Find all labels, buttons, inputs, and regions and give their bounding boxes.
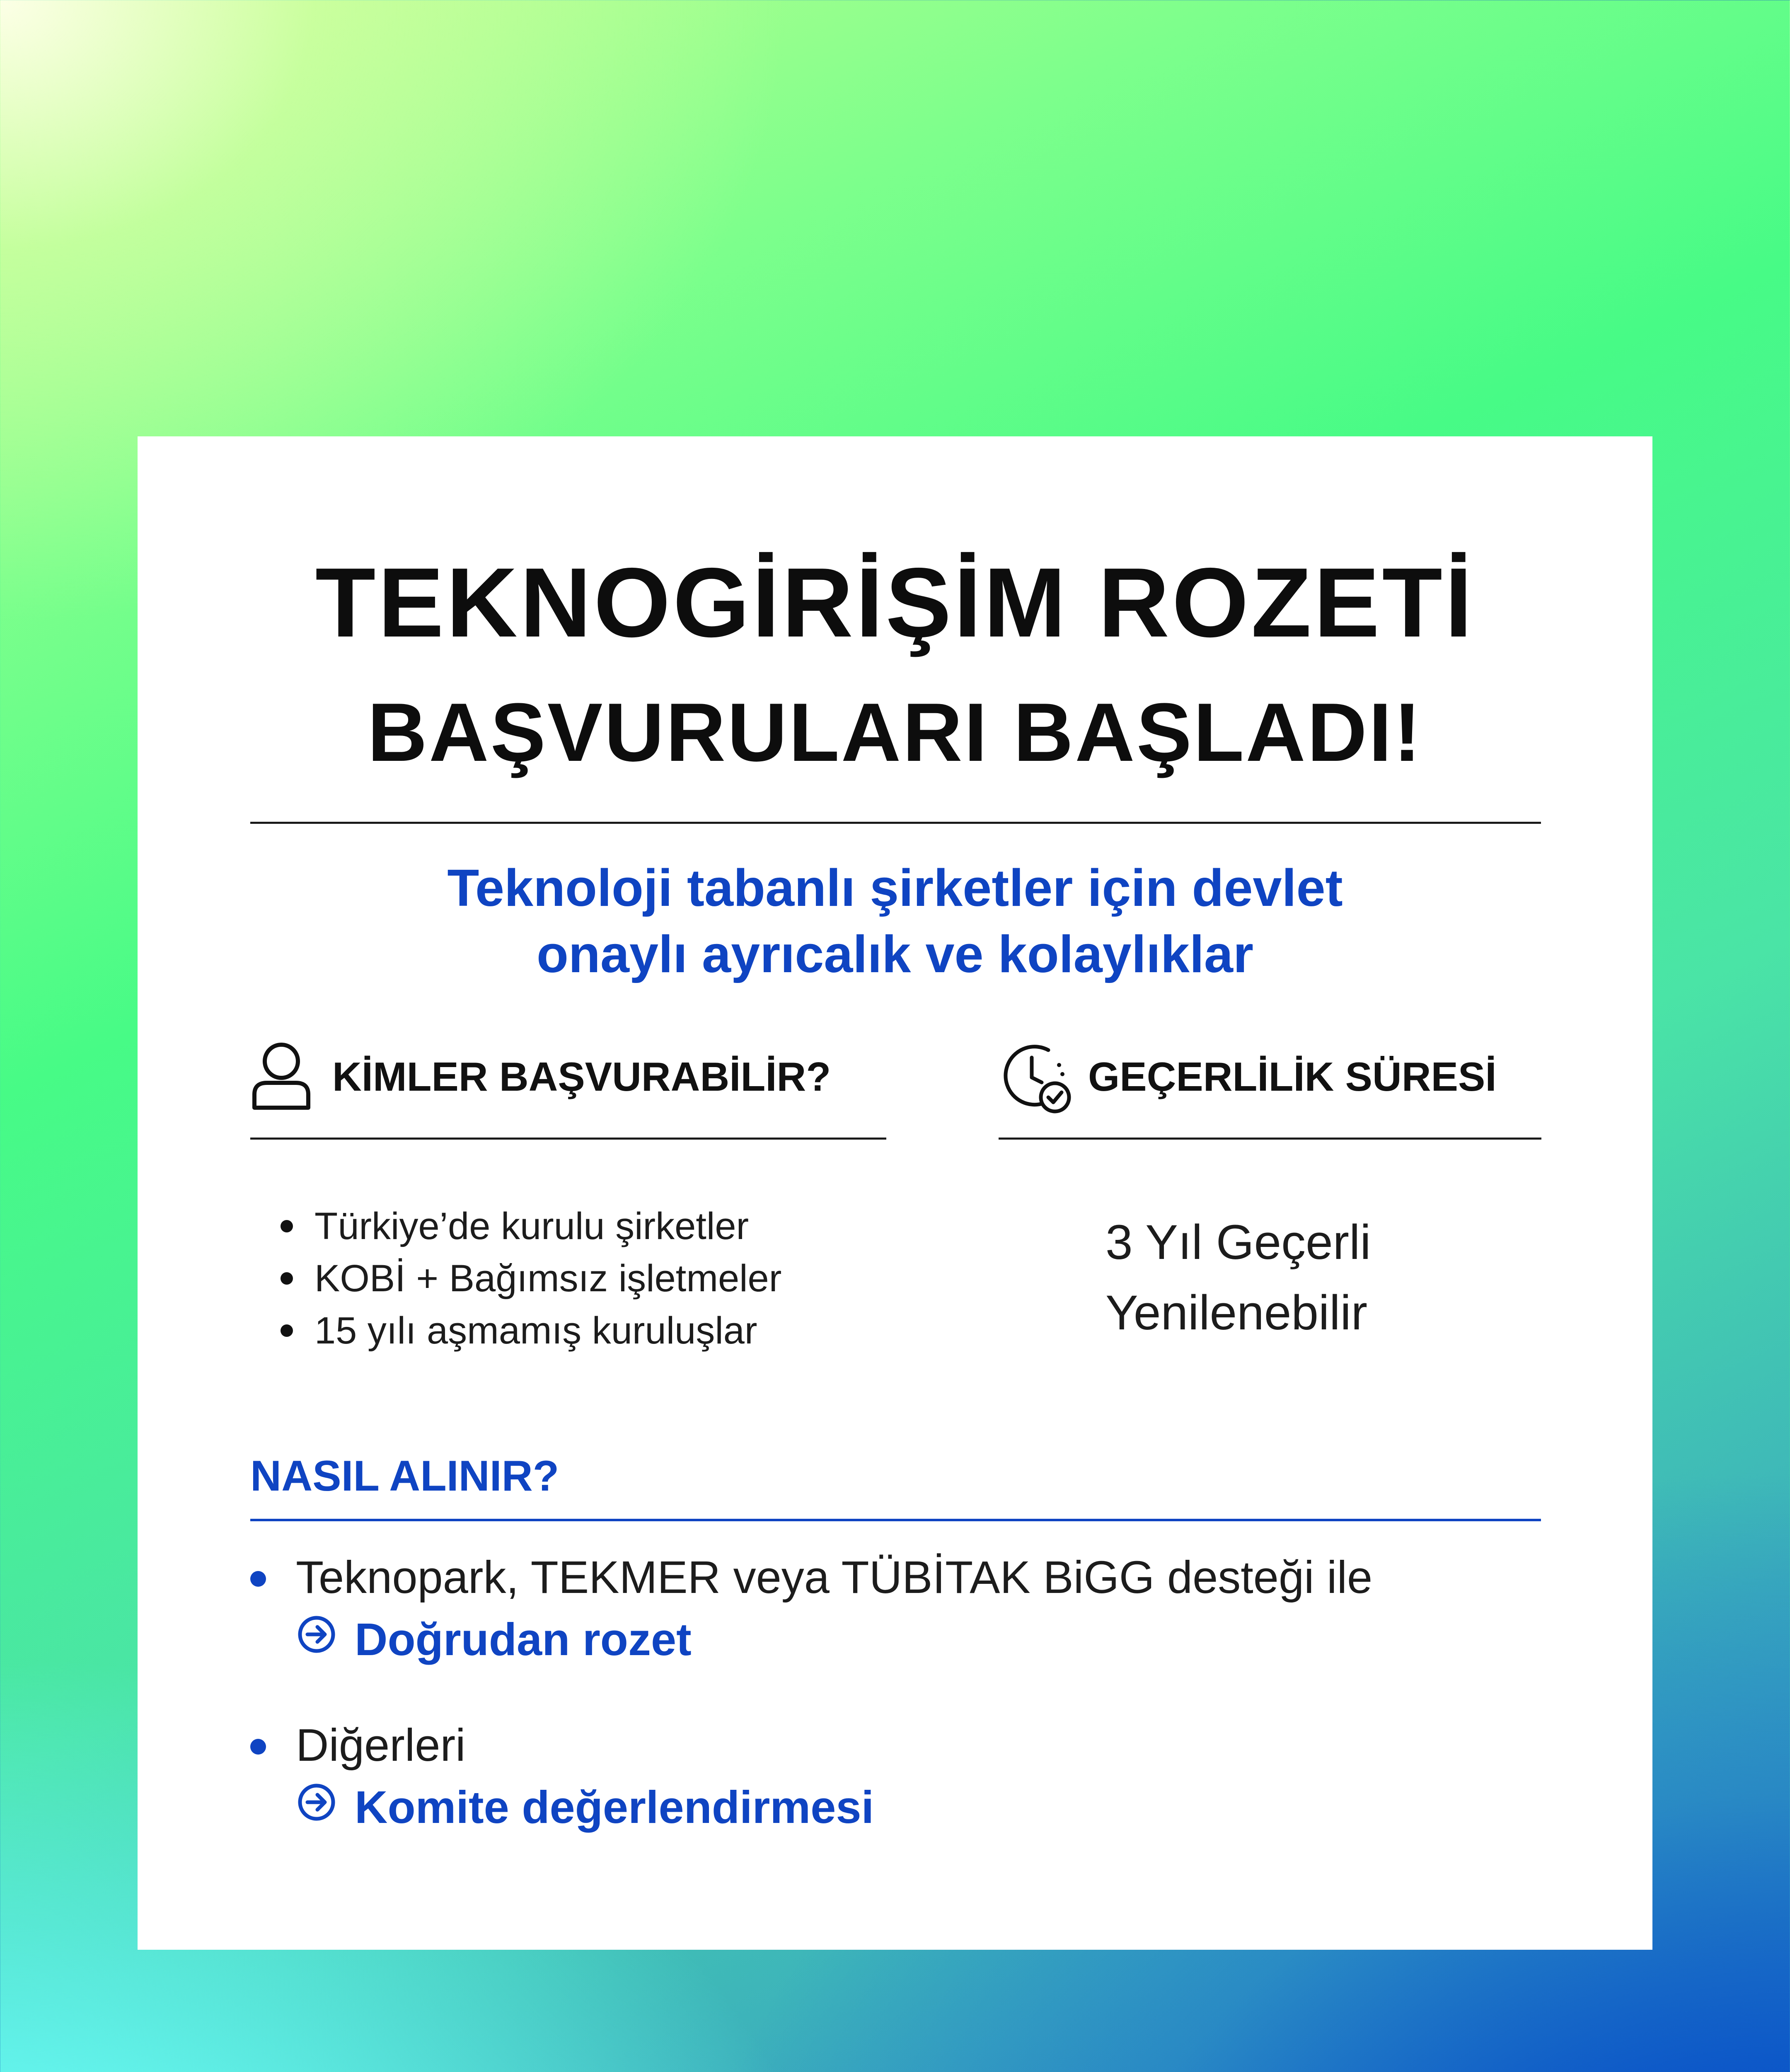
how-heading: NASIL ALINIR? [250,1452,559,1500]
arrow-right-circle-icon [296,1613,337,1666]
bullet-dot [250,1571,266,1587]
user-icon [250,1041,312,1112]
how-item-result [296,1613,692,1666]
how-divider [250,1519,1541,1521]
arrow-right-circle-icon [296,1781,337,1834]
bullet-dot [250,1739,266,1755]
list-item: Türkiye’de kurulu şirketler [276,1200,781,1252]
title-divider [250,822,1541,824]
validity-heading [999,1041,1497,1112]
validity-heading-label: GEÇERLİLİK SÜRESİ [1088,1053,1497,1099]
who-list [276,1200,781,1357]
announcement-card [138,436,1652,1950]
who-heading-label: KİMLER BAŞVURABİLİR? [332,1053,831,1099]
how-item-text: Diğerleri [296,1720,466,1771]
main-title-line1: TEKNOGİRİŞİM ROZETİ [315,548,1475,658]
who-divider [250,1138,886,1140]
subtitle [138,855,1652,988]
how-item-result-label: Komite değerlendirmesi [355,1782,874,1833]
subtitle-line1: Teknoloji tabanlı şirketler için devlet [447,859,1343,917]
main-title-line2: BAŞVURULARI BAŞLADI! [367,686,1423,779]
list-item: KOBİ + Bağımsız işletmeler [276,1252,781,1305]
list-item: 15 yılı aşmamış kuruluşlar [276,1305,781,1357]
validity-divider [999,1138,1541,1140]
validity-renewable: Yenilenebilir [1105,1285,1368,1340]
how-item-result-label: Doğrudan rozet [355,1614,692,1665]
how-item-result [296,1781,874,1834]
subtitle-line2: onaylı ayrıcalık ve kolaylıklar [536,925,1254,983]
clock-check-icon [999,1039,1073,1114]
validity-duration: 3 Yıl Geçerli [1105,1215,1371,1270]
validity-text [1105,1207,1371,1348]
how-item-text: Teknopark, TEKMER veya TÜBİTAK BiGG desteği ile [296,1552,1373,1603]
who-heading [250,1041,831,1112]
